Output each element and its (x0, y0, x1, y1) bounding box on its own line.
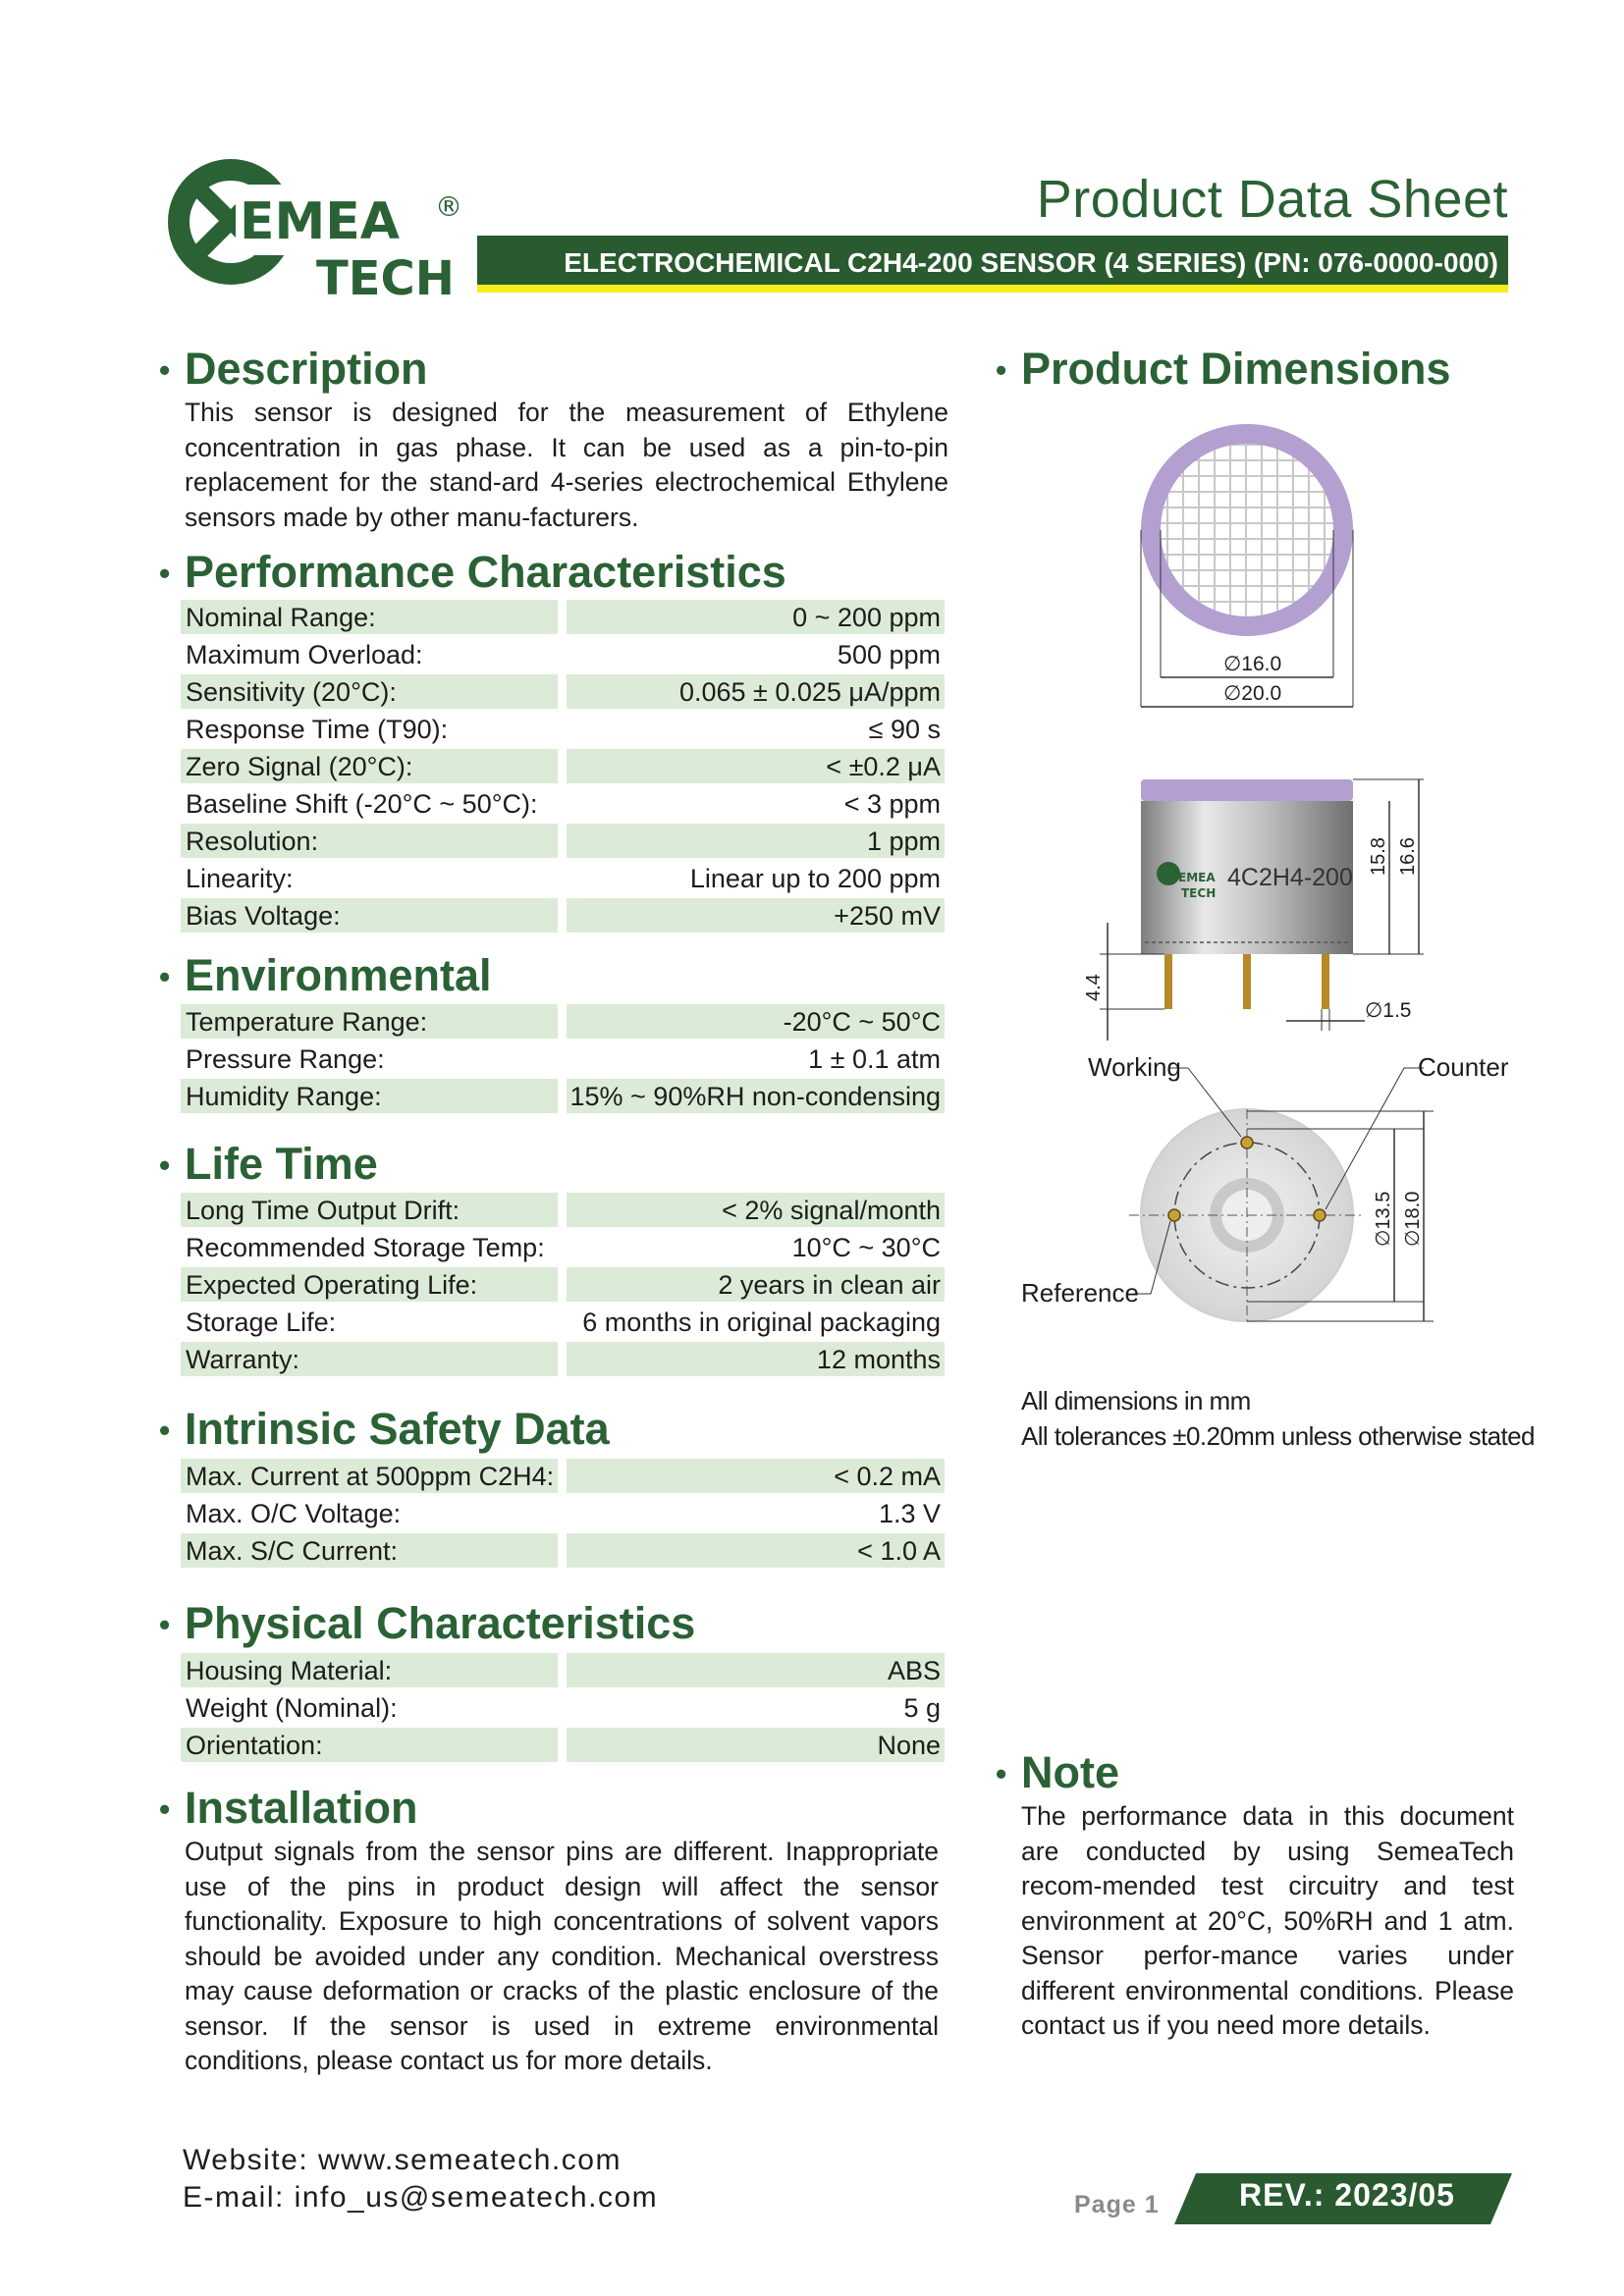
product-banner-text: ELECTROCHEMICAL C2H4-200 SENSOR (4 SERIES) (PN: 076-0000-000) (564, 247, 1498, 278)
side-view (1083, 779, 1424, 1041)
svg-text:EMEA: EMEA (1178, 871, 1216, 884)
environmental-table (181, 1004, 945, 1116)
table-row: Bias Voltage: +250 mV (181, 898, 945, 935)
table-row: Humidity Range: 15% ~ 90%RH non-condensing (181, 1079, 945, 1116)
svg-text:∅13.5: ∅13.5 (1373, 1191, 1394, 1247)
section-title-description: • Description (185, 344, 428, 395)
section-title-safety: • Intrinsic Safety Data (185, 1404, 610, 1455)
table-row: Recommended Storage Temp: 10°C ~ 30°C (186, 1233, 941, 1262)
physical-table (181, 1653, 945, 1765)
table-row: Weight (Nominal): 5 g (186, 1693, 941, 1723)
document-title: Product Data Sheet (1036, 170, 1508, 229)
top-view (1141, 424, 1353, 707)
svg-text:16.6: 16.6 (1397, 837, 1419, 876)
dimension-note-tolerance: All tolerances ±0.20mm unless otherwise stated (1021, 1421, 1535, 1451)
product-banner (477, 236, 1508, 293)
svg-text:Reference: Reference (1021, 1278, 1139, 1308)
table-row: Long Time Output Drift: < 2% signal/month (181, 1193, 945, 1230)
svg-text:∅16.0: ∅16.0 (1223, 653, 1282, 675)
table-row: Zero Signal (20°C): < ±0.2 μA (181, 749, 945, 786)
table-row: Storage Life: 6 months in original packaging (186, 1308, 941, 1337)
footer-email: E-mail: info_us@semeatech.com (183, 2181, 659, 2214)
svg-text:Counter: Counter (1418, 1052, 1509, 1082)
dimension-note-units: All dimensions in mm (1021, 1386, 1251, 1415)
bullet-icon: • (159, 1148, 171, 1183)
table-row: Housing Material: ABS (181, 1653, 945, 1690)
svg-text:∅20.0: ∅20.0 (1223, 682, 1282, 705)
svg-text:TECH: TECH (316, 251, 455, 306)
table-row: Baseline Shift (-20°C ~ 50°C): < 3 ppm (186, 789, 941, 819)
table-row: Max. O/C Voltage: 1.3 V (186, 1499, 941, 1528)
bullet-icon: • (159, 959, 171, 994)
section-title-performance: • Performance Characteristics (185, 547, 786, 598)
note-text: The performance data in this document are conducted by using SemeaTech recom-mended test circuitry and test environment at 20°C, 50%RH and 1 atm. Sensor perfor-mance varies under different environmental conditions. Please contact us if you need more details. (1021, 1801, 1514, 2040)
table-row: Max. S/C Current: < 1.0 A (181, 1533, 945, 1571)
table-row: Resolution: 1 ppm (181, 824, 945, 861)
table-row: Orientation: None (181, 1728, 945, 1765)
description-text: This sensor is designed for the measurement of Ethylene concentration in gas phase. It can be used as a pin-to-pin replacement for the stand-ard 4-series electrochemical Ethylene sensors made by other manu-facturers. (185, 398, 948, 532)
bullet-icon: • (159, 352, 171, 388)
table-row: Expected Operating Life: 2 years in clean air (181, 1267, 945, 1305)
table-row: Temperature Range: -20°C ~ 50°C (181, 1004, 945, 1041)
svg-text:∅1.5: ∅1.5 (1365, 999, 1412, 1022)
lifetime-table (181, 1193, 945, 1379)
svg-text:Working: Working (1088, 1052, 1181, 1082)
svg-text:4.4: 4.4 (1083, 974, 1105, 1001)
section-title-installation: • Installation (185, 1783, 418, 1834)
section-title-dimensions: • Product Dimensions (1021, 344, 1451, 395)
table-row: Sensitivity (20°C): 0.065 ± 0.025 μA/ppm (181, 674, 945, 712)
revision-text: REV.: 2023/05 (1239, 2177, 1455, 2213)
bullet-icon: • (159, 1791, 171, 1827)
table-row: Response Time (T90): ≤ 90 s (186, 715, 941, 744)
svg-text:EMEA: EMEA (240, 192, 401, 251)
table-row: Pressure Range: 1 ± 0.1 atm (186, 1044, 941, 1074)
page-number: Page 1 (1074, 2191, 1160, 2218)
svg-text:TECH: TECH (1181, 886, 1217, 900)
svg-text:4C2H4-200: 4C2H4-200 (1227, 864, 1353, 891)
table-row: Linearity: Linear up to 200 ppm (186, 864, 941, 893)
section-title-environmental: • Environmental (185, 950, 492, 1001)
footer-website: Website: www.semeatech.com (183, 2144, 622, 2176)
bullet-icon: • (996, 352, 1007, 388)
bottom-view (1021, 1052, 1509, 1321)
bullet-icon: • (159, 1413, 171, 1448)
section-title-lifetime: • Life Time (185, 1139, 378, 1190)
installation-text: Output signals from the sensor pins are different. Inappropriate use of the pins in product design will affect the sensor functionality. Exposure to high concentrations of solvent vapors should be avoided under any condition. Mechanical overstress may cause deformation or cracks of the plastic enclosure of the sensor. If the sensor is used in extreme environmental conditions, please contact us for more details. (185, 1837, 939, 2075)
table-row: Maximum Overload: 500 ppm (186, 640, 941, 669)
table-row: Nominal Range: 0 ~ 200 ppm (181, 600, 945, 637)
section-title-physical: • Physical Characteristics (185, 1598, 695, 1649)
semeatech-logo (157, 145, 467, 312)
svg-text:15.8: 15.8 (1368, 837, 1389, 876)
bullet-icon: • (159, 556, 171, 591)
svg-text:∅18.0: ∅18.0 (1402, 1191, 1424, 1247)
svg-text:®: ® (435, 190, 462, 223)
section-title-note: • Note (1021, 1747, 1119, 1798)
bullet-icon: • (159, 1607, 171, 1642)
table-row: Max. Current at 500ppm C2H4: < 0.2 mA (181, 1459, 945, 1496)
safety-table (181, 1459, 945, 1571)
performance-table (181, 600, 945, 935)
bullet-icon: • (996, 1756, 1007, 1791)
table-row: Warranty: 12 months (181, 1342, 945, 1379)
product-dimensions-drawing (1021, 412, 1532, 1335)
